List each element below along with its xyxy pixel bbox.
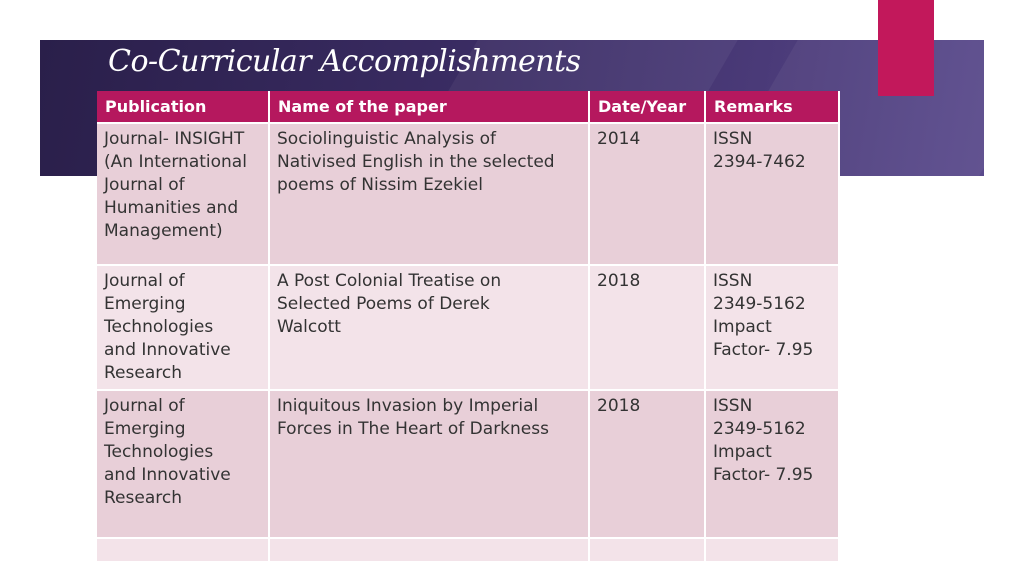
- cell-line: and Innovative: [104, 465, 231, 485]
- cell-line: and Innovative: [104, 340, 231, 360]
- cell-line: Management): [104, 221, 223, 241]
- cell-line: 2394-7462: [713, 152, 806, 172]
- cell-line: Journal of: [104, 175, 185, 195]
- empty-cell: [269, 538, 589, 562]
- cell-line: Humanities and: [104, 198, 239, 218]
- remarks-cell: [705, 123, 839, 265]
- cell-line: Journal of: [104, 271, 185, 291]
- cell-line: ISSN: [713, 271, 753, 291]
- paper-cell: [269, 390, 589, 538]
- year-cell: 2014: [589, 123, 705, 265]
- accent-tab: [878, 0, 934, 96]
- cell-line: A Post Colonial Treatise on: [277, 271, 502, 291]
- cell-line: 2349-5162: [713, 419, 806, 439]
- cell-line: Factor- 7.95: [713, 465, 814, 485]
- cell-line: Factor- 7.95: [713, 340, 814, 360]
- header-remarks: Remarks: [705, 91, 839, 123]
- cell-line: (An International: [104, 152, 247, 172]
- publication-cell: [97, 123, 269, 265]
- cell-line: 2349-5162: [713, 294, 806, 314]
- publication-cell: [97, 265, 269, 390]
- cell-line: Journal- INSIGHT: [104, 129, 245, 149]
- publication-cell: [97, 390, 269, 538]
- cell-line: Selected Poems of Derek: [277, 294, 490, 314]
- cell-line: Research: [104, 488, 182, 508]
- cell-line: poems of Nissim Ezekiel: [277, 175, 483, 195]
- remarks-cell: [705, 265, 839, 390]
- empty-cell: [589, 538, 705, 562]
- header-publication: Publication: [97, 91, 269, 123]
- header-paper-name: Name of the paper: [269, 91, 589, 123]
- slide-title: Co-Curricular Accomplishments: [108, 44, 581, 79]
- cell-line: Forces in The Heart of Darkness: [277, 419, 549, 439]
- cell-line: Emerging: [104, 294, 186, 314]
- cell-line: Impact: [713, 442, 772, 462]
- cell-line: Research: [104, 363, 182, 383]
- empty-cell: [97, 538, 269, 562]
- cell-line: ISSN: [713, 129, 753, 149]
- cell-line: Technologies: [104, 317, 214, 337]
- year-cell: 2018: [589, 265, 705, 390]
- remarks-cell: [705, 390, 839, 538]
- publications-table: [97, 91, 840, 563]
- cell-line: Nativised English in the selected: [277, 152, 555, 172]
- cell-line: ISSN: [713, 396, 753, 416]
- cell-line: Journal of: [104, 396, 185, 416]
- cell-line: Iniquitous Invasion by Imperial: [277, 396, 539, 416]
- empty-cell: [705, 538, 839, 562]
- header-date-year: Date/Year: [589, 91, 705, 123]
- paper-cell: [269, 123, 589, 265]
- empty-table-row: [97, 538, 839, 562]
- table-row: [97, 265, 839, 390]
- cell-line: Technologies: [104, 442, 214, 462]
- paper-cell: [269, 265, 589, 390]
- cell-line: Walcott: [277, 317, 341, 337]
- cell-line: Impact: [713, 317, 772, 337]
- table-row: [97, 390, 839, 538]
- table-row: [97, 123, 839, 265]
- year-cell: 2018: [589, 390, 705, 538]
- cell-line: Sociolinguistic Analysis of: [277, 129, 496, 149]
- cell-line: Emerging: [104, 419, 186, 439]
- table-header-row: [97, 91, 839, 123]
